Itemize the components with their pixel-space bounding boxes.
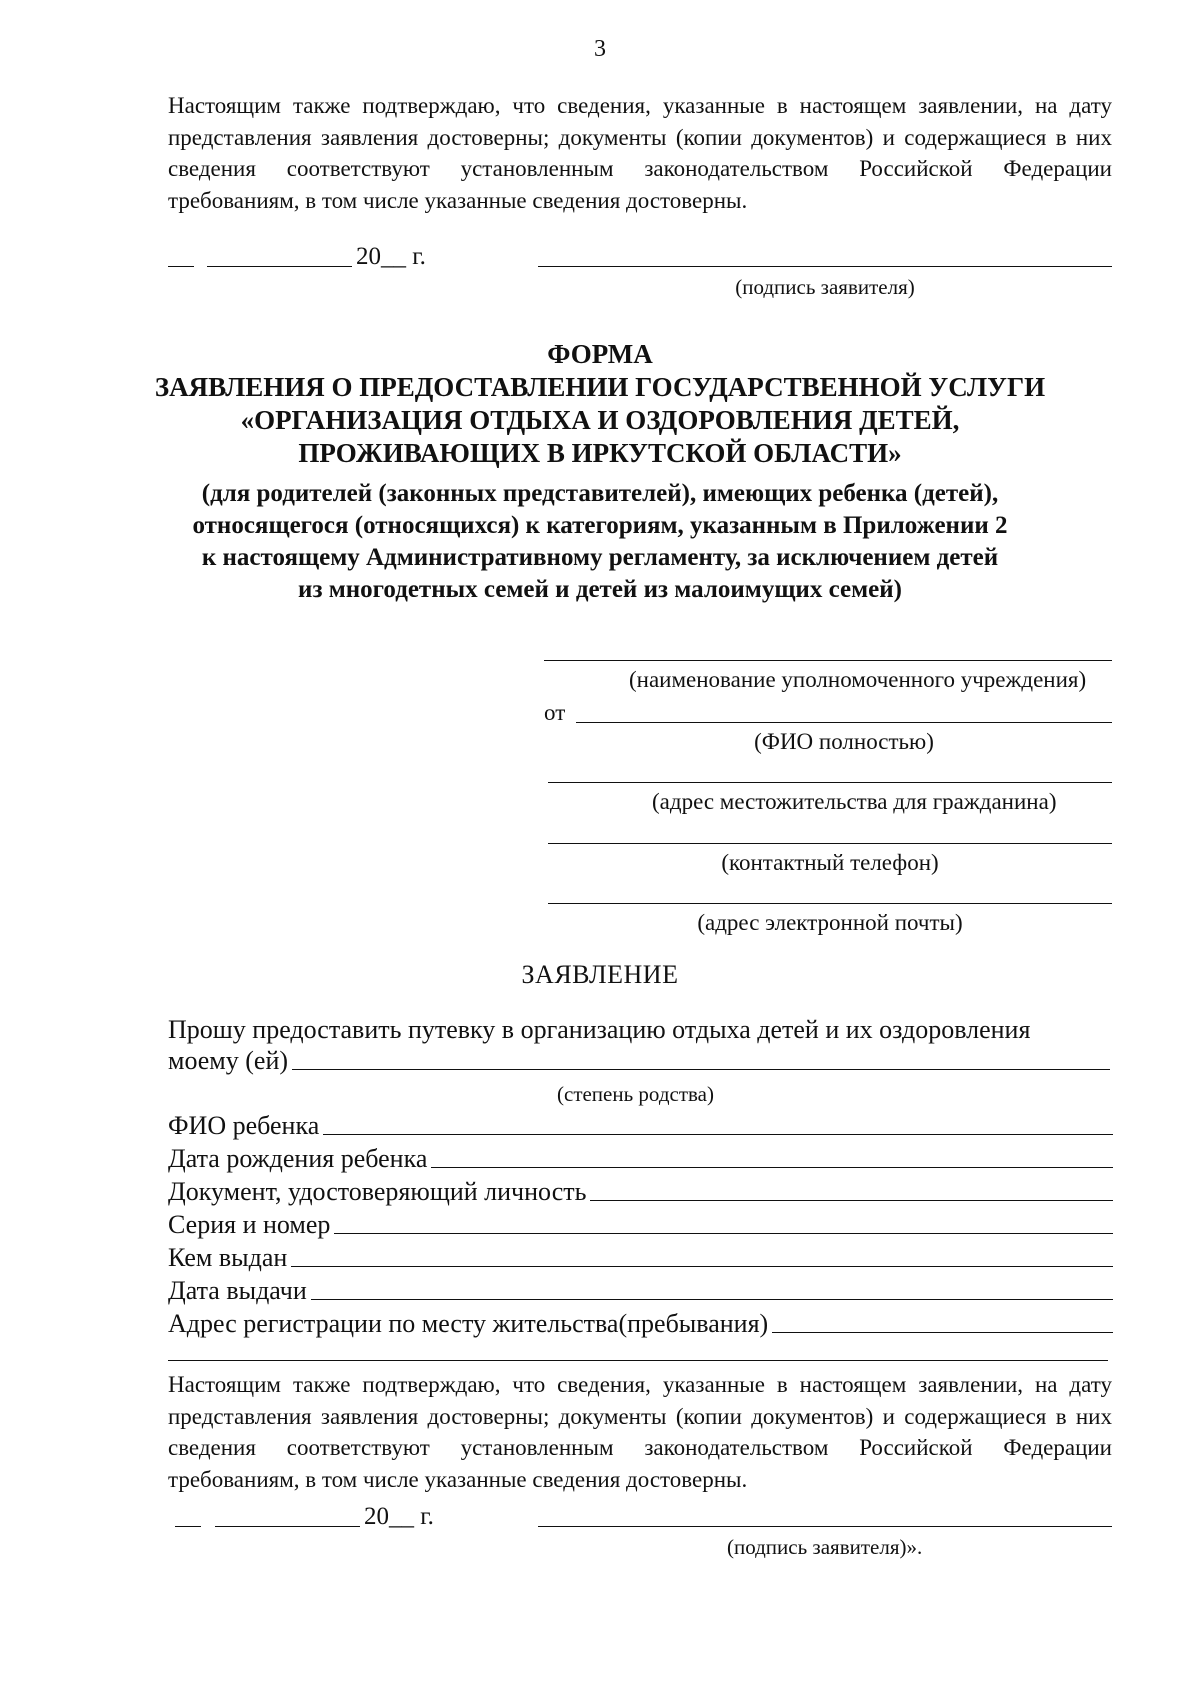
field-label: Серия и номер: [168, 1210, 331, 1239]
registration-address-field[interactable]: [168, 1306, 1113, 1339]
confirmation-paragraph-bottom: Настоящим также подтверждаю, что сведения, указанные в настоящем заявлении, на дату представления заявления достоверны; документы (копии документов) и содержащиеся в них сведения соответствуют установленным законодательством Российской Федерации требованиям, в том числе указанные сведения достоверны.: [168, 1372, 1112, 1492]
phone-caption: (контактный телефон): [721, 850, 939, 875]
series-number-field[interactable]: [168, 1207, 1113, 1240]
form-title-line: «ОРГАНИЗАЦИЯ ОТДЫХА И ОЗДОРОВЛЕНИЯ ДЕТЕЙ,: [240, 405, 960, 435]
kinship-caption: (степень родства): [557, 1082, 714, 1106]
form-title-line: ЗАЯВЛЕНИЯ О ПРЕДОСТАВЛЕНИИ ГОСУДАРСТВЕННОЙ УСЛУГИ: [154, 372, 1046, 402]
form-subtitle-line: относящегося (относящихся) к категориям, указанным в Приложении 2: [192, 512, 1008, 539]
child-fio-field[interactable]: [168, 1108, 1113, 1141]
field-label: Дата выдачи: [168, 1276, 307, 1305]
issued-by-field[interactable]: [168, 1240, 1113, 1273]
field-line[interactable]: [431, 1167, 1113, 1168]
form-title-line: ФОРМА: [547, 339, 653, 369]
form-subtitle-line: из многодетных семей и детей из малоимущих семей): [298, 576, 902, 603]
application-heading: ЗАЯВЛЕНИЕ: [521, 960, 679, 989]
date-day-blank-bottom: [175, 1526, 201, 1527]
email-line[interactable]: [548, 903, 1112, 904]
field-line[interactable]: [334, 1233, 1113, 1234]
field-line[interactable]: [311, 1299, 1113, 1300]
address-caption: (адрес местожительства для гражданина): [652, 789, 1057, 814]
signature-line-top: [538, 266, 1112, 267]
email-caption: (адрес электронной почты): [697, 910, 963, 935]
field-label: Адрес регистрации по месту жительства(пребывания): [168, 1309, 769, 1338]
form-title: [0, 338, 1200, 470]
request-line: Прошу предоставить путевку в организацию отдыха детей и их оздоровления: [168, 1015, 1031, 1044]
field-line[interactable]: [772, 1332, 1113, 1333]
fio-caption: (ФИО полностью): [754, 729, 934, 754]
date-month-blank-top: [207, 266, 352, 267]
signature-caption-top: (подпись заявителя): [735, 275, 915, 299]
field-label: Кем выдан: [168, 1243, 288, 1272]
address-line[interactable]: [548, 782, 1112, 783]
field-line[interactable]: [291, 1266, 1113, 1267]
field-line[interactable]: [323, 1134, 1113, 1135]
form-title-line: ПРОЖИВАЮЩИХ В ИРКУТСКОЙ ОБЛАСТИ»: [298, 438, 902, 468]
form-subtitle: [0, 478, 1200, 606]
kinship-field[interactable]: [168, 1043, 1110, 1076]
field-label: ФИО ребенка: [168, 1111, 320, 1140]
registration-address-line-2[interactable]: [168, 1360, 1108, 1361]
date-year-label-top: 20__ г.: [356, 243, 426, 270]
from-label: от: [544, 700, 566, 725]
confirmation-paragraph-top: Настоящим также подтверждаю, что сведения, указанные в настоящем заявлении, на дату представления заявления достоверны; документы (копии документов) и содержащиеся в них сведения соответствуют установленным законодательством Российской Федерации требованиям, в том числе указанные сведения достоверны.: [168, 93, 1112, 213]
form-subtitle-line: (для родителей (законных представителей), имеющих ребенка (детей),: [201, 480, 999, 507]
field-line[interactable]: [590, 1200, 1113, 1201]
page-number: 3: [594, 36, 606, 62]
signature-caption-bottom: (подпись заявителя)».: [727, 1535, 923, 1559]
fio-line[interactable]: [576, 722, 1112, 723]
identity-document-field[interactable]: [168, 1174, 1113, 1207]
issue-date-field[interactable]: [168, 1273, 1113, 1306]
institution-caption: (наименование уполномоченного учреждения): [629, 667, 1087, 692]
field-label: Дата рождения ребенка: [168, 1144, 428, 1173]
child-birthdate-field[interactable]: [168, 1141, 1113, 1174]
form-subtitle-line: к настоящему Административному регламенту, за исключением детей: [201, 544, 999, 571]
date-month-blank-bottom: [215, 1526, 360, 1527]
field-label: Документ, удостоверяющий личность: [168, 1177, 587, 1206]
date-day-blank-top: [168, 266, 194, 267]
institution-line[interactable]: [544, 660, 1112, 661]
date-year-label-bottom: 20__ г.: [364, 1503, 434, 1530]
signature-line-bottom: [538, 1526, 1112, 1527]
phone-line[interactable]: [548, 843, 1112, 844]
kinship-label: моему (ей): [168, 1046, 289, 1075]
kinship-line[interactable]: [292, 1069, 1110, 1070]
